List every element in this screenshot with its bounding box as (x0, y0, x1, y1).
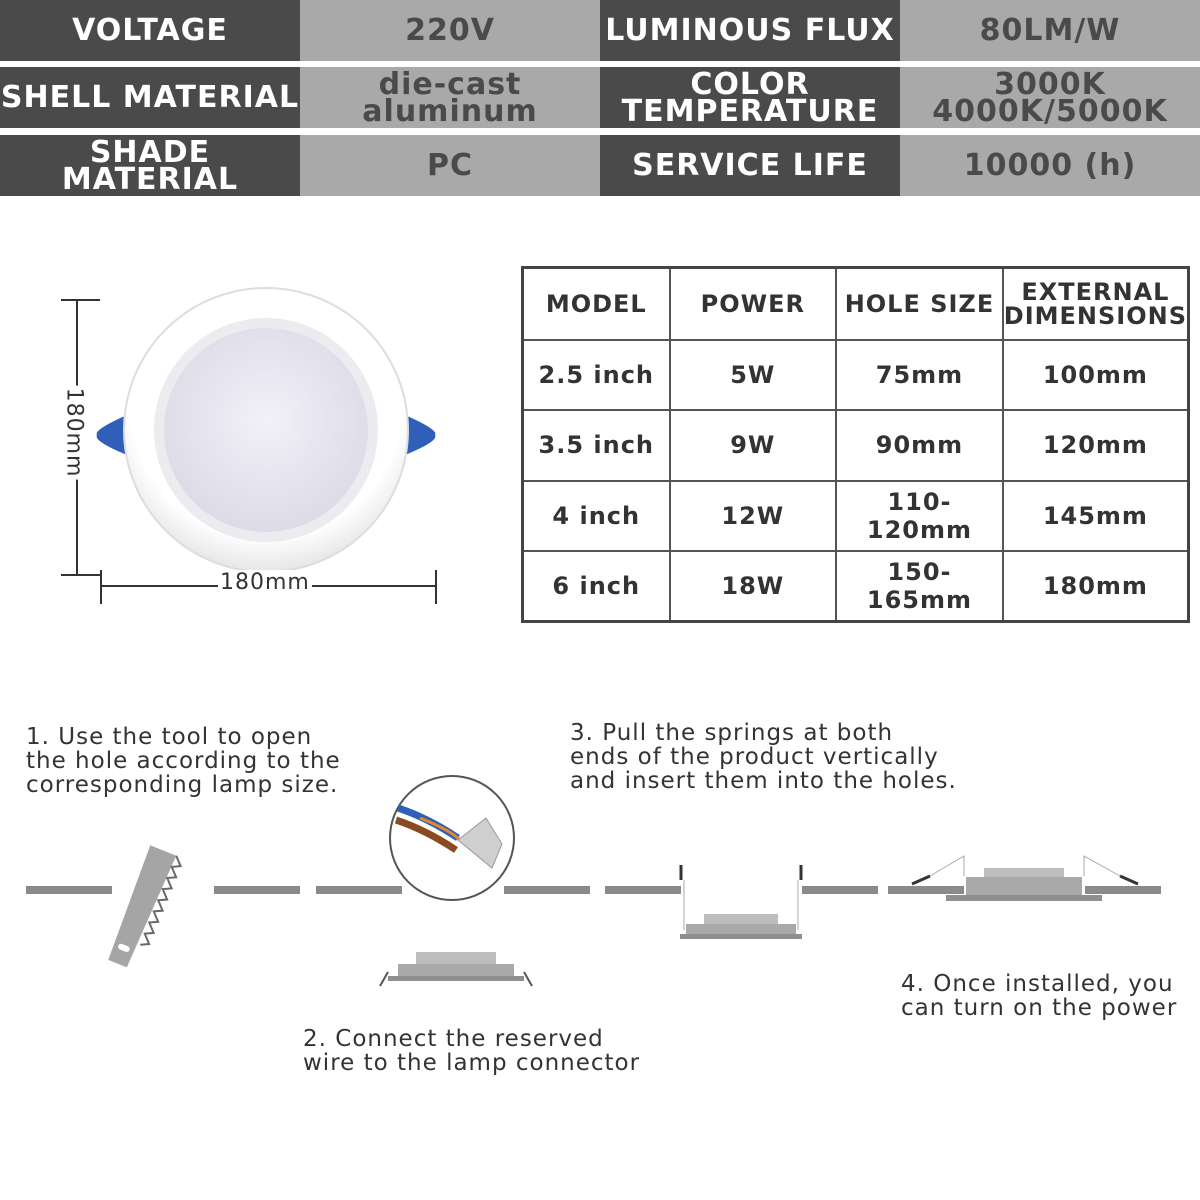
table-row (523, 481, 1189, 551)
table-row (523, 410, 1189, 480)
cell-external-dimensions: 145mm (1003, 481, 1189, 551)
wire-connector-icon (316, 776, 590, 986)
installation-diagram (0, 760, 1200, 1020)
cell-external-dimensions: 120mm (1003, 410, 1189, 480)
cell-hole-size: 75mm (836, 340, 1003, 410)
model-table (521, 266, 1190, 623)
lamp-dimension-figure (55, 270, 475, 620)
cell-hole-size: 110-120mm (836, 481, 1003, 551)
cell-model: 2.5 inch (523, 340, 670, 410)
spring-insert-icon (605, 865, 878, 939)
header-external-dimensions: EXTERNAL DIMENSIONS (1003, 268, 1189, 340)
cell-model: 6 inch (523, 551, 670, 621)
cell-hole-size: 90mm (836, 410, 1003, 480)
installed-lamp-icon (888, 856, 1161, 901)
spec-table (0, 0, 1200, 196)
spec-label-luminous-flux: LUMINOUS FLUX (600, 0, 900, 61)
spec-label-service-life: SERVICE LIFE (600, 135, 900, 196)
cell-power: 9W (670, 410, 837, 480)
right-spring-clip (405, 415, 435, 455)
cell-hole-size: 150-165mm (836, 551, 1003, 621)
header-hole-size: HOLE SIZE (836, 268, 1003, 340)
cell-model: 4 inch (523, 481, 670, 551)
spec-value-shade-material: PC (300, 135, 600, 196)
table-row (523, 551, 1189, 621)
height-dimension-label: 180mm (61, 387, 87, 478)
spec-value-luminous-flux: 80LM/W (900, 0, 1200, 61)
spec-value-voltage: 220V (300, 0, 600, 61)
width-dimension-label: 180mm (220, 570, 310, 595)
table-row (523, 340, 1189, 410)
cell-power: 18W (670, 551, 837, 621)
spec-value-color-temperature: 3000K 4000K/5000K (900, 67, 1200, 128)
spec-label-voltage: VOLTAGE (0, 0, 300, 61)
step-4-text: 4. Once installed, you can turn on the power (901, 971, 1178, 1021)
spec-label-shell-material: SHELL MATERIAL (0, 67, 300, 128)
spec-value-shell-material: die-cast aluminum (300, 67, 600, 128)
saw-icon (26, 845, 300, 972)
spec-label-shade-material: SHADE MATERIAL (0, 135, 300, 196)
step-3-text: 3. Pull the springs at both ends of the product vertically and insert them into the holes. (570, 720, 957, 794)
header-model: MODEL (523, 268, 670, 340)
table-header-row (523, 268, 1189, 340)
cell-external-dimensions: 180mm (1003, 551, 1189, 621)
cell-model: 3.5 inch (523, 410, 670, 480)
downlight-illustration (55, 270, 475, 620)
step-1-text: 1. Use the tool to open the hole according to the corresponding lamp size. (26, 724, 341, 798)
step-2-text: 2. Connect the reserved wire to the lamp connector (303, 1026, 641, 1076)
left-spring-clip (97, 415, 127, 455)
cell-power: 5W (670, 340, 837, 410)
cell-power: 12W (670, 481, 837, 551)
spec-value-service-life: 10000 (h) (900, 135, 1200, 196)
header-power: POWER (670, 268, 837, 340)
spec-label-color-temperature: COLOR TEMPERATURE (600, 67, 900, 128)
cell-external-dimensions: 100mm (1003, 340, 1189, 410)
